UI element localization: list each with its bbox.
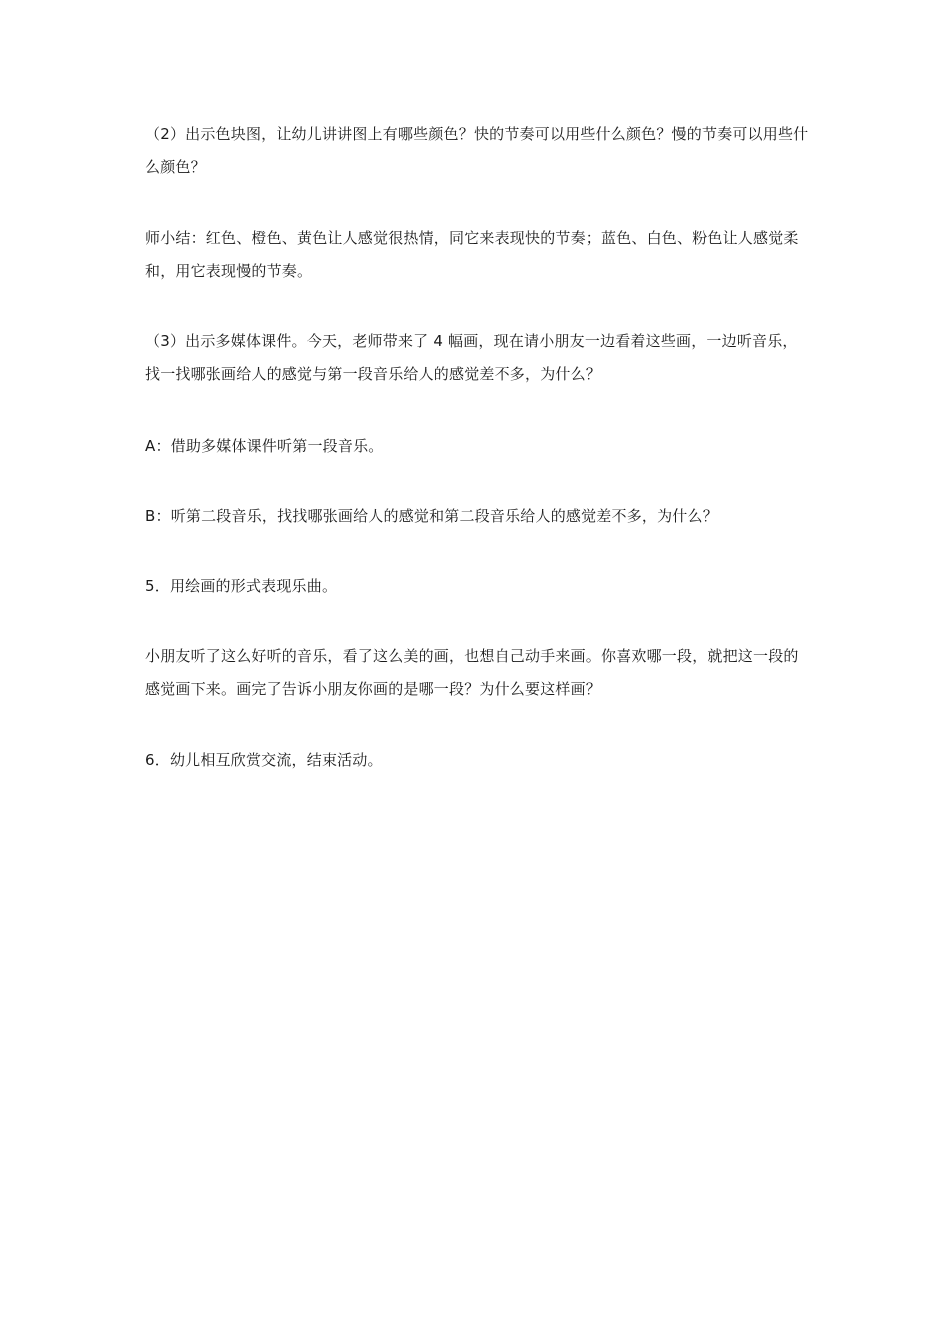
paragraph-step-a: A：借助多媒体课件听第一段音乐。 <box>145 437 384 455</box>
paragraph-color-chart-question: （2）出示色块图，让幼儿讲讲图上有哪些颜色？快的节奏可以用些什么颜色？慢的节奏可以用些什么颜色？ <box>145 125 809 176</box>
paragraph-drawing-instructions: 小朋友听了这么好听的音乐，看了这么美的画，也想自己动手来画。你喜欢哪一段，就把这一段的感觉画下来。画完了告诉小朋友你画的是哪一段？为什么要这样画？ <box>145 647 799 698</box>
paragraph-section-5-heading: 5．用绘画的形式表现乐曲。 <box>145 577 338 595</box>
paragraph-step-b: B：听第二段音乐，找找哪张画给人的感觉和第二段音乐给人的感觉差不多，为什么？ <box>145 507 718 525</box>
paragraph-multimedia-courseware: （3）出示多媒体课件。今天，老师带来了 4 幅画，现在请小朋友一边看着这些画，一边听音乐，找一找哪张画给人的感觉与第一段音乐给人的感觉差不多，为什么？ <box>145 332 798 383</box>
paragraph-section-6-heading: 6．幼儿相互欣赏交流，结束活动。 <box>145 751 383 769</box>
paragraph-teacher-summary: 师小结：红色、橙色、黄色让人感觉很热情，同它来表现快的节奏；蓝色、白色、粉色让人感觉柔和，用它表现慢的节奏。 <box>145 229 799 280</box>
